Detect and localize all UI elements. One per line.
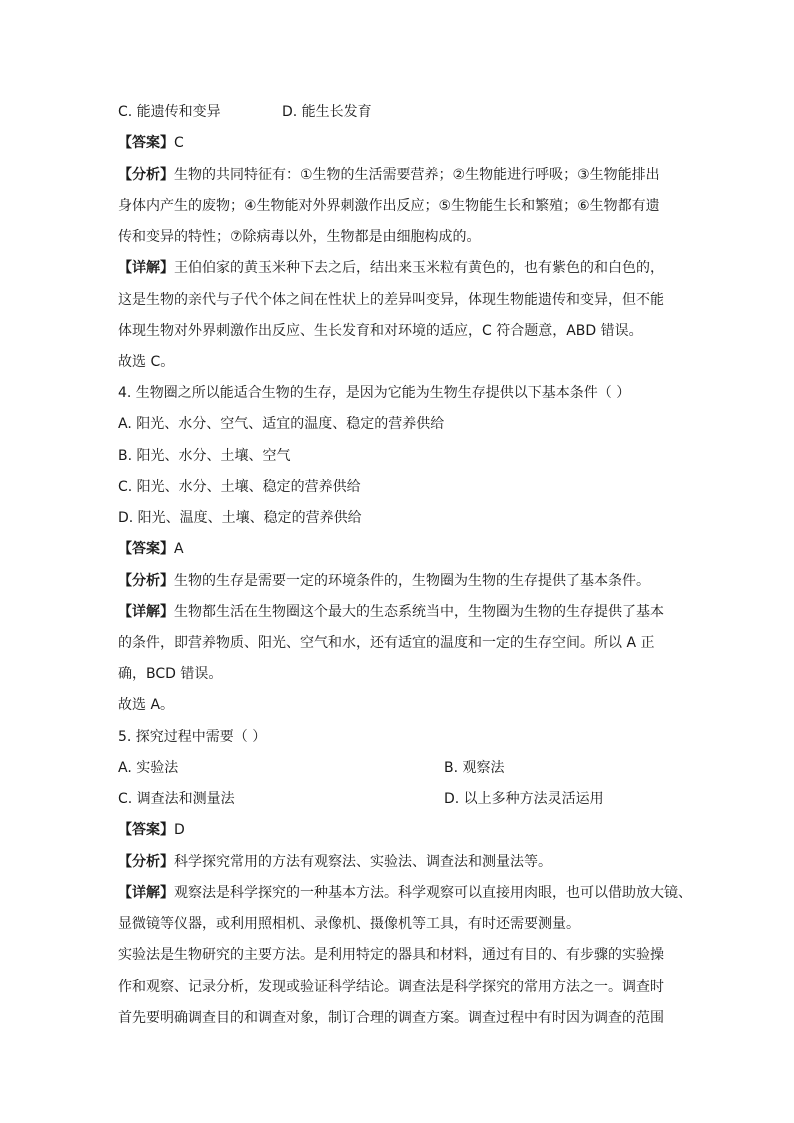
q5-option-c: C. 调查法和测量法 (118, 791, 235, 807)
q4-answer (118, 539, 184, 559)
q3-analysis-line-2: 身体内产生的废物；④生物能对外界刺激作出反应；⑤生物能生长和繁殖；⑥生物都有遗 (118, 198, 660, 214)
q5-detail-line-1 (118, 883, 692, 903)
answer-value: A (174, 541, 184, 557)
q5-paragraph-line-1: 实验法是生物研究的主要方法。是利用特定的器具和材料，通过有目的、有步骤的实验操 (118, 947, 664, 963)
q5-detail-line-2: 显微镜等仪器，或利用照相机、录像机、摄像机等工具，有时还需要测量。 (118, 916, 580, 932)
q4-option-d: D. 阳光、温度、土壤、稳定的营养供给 (118, 510, 362, 526)
q5-option-d: D. 以上多种方法灵活运用 (444, 791, 604, 807)
q4-detail-line-2: 的条件，即营养物质、阳光、空气和水，还有适宜的温度和一定的生存空间。所以 A 正 (118, 635, 655, 651)
q3-choose: 故选 C。 (118, 354, 175, 370)
q5-analysis-line-1 (118, 852, 552, 872)
analysis-text: 生物的生存是需要一定的环境条件的，生物圈为生物的生存提供了基本条件。 (174, 573, 650, 589)
analysis-tag: 【分析】 (118, 573, 174, 589)
q5-option-a: A. 实验法 (118, 760, 179, 776)
q3-answer (118, 133, 184, 153)
detail-tag: 【详解】 (118, 604, 174, 620)
q5-option-b: B. 观察法 (444, 760, 505, 776)
detail-text: 生物都生活在生物圈这个最大的生态系统当中，生物圈为生物的生存提供了基本 (174, 604, 664, 620)
detail-text: 王伯伯家的黄玉米种下去之后，结出来玉米粒有黄色的，也有紫色的和白色的， (174, 260, 664, 276)
q4-option-b: B. 阳光、水分、土壤、空气 (118, 448, 291, 464)
answer-tag: 【答案】 (118, 135, 174, 151)
analysis-tag: 【分析】 (118, 854, 174, 870)
q5-paragraph-line-3: 首先要明确调查目的和调查对象，制订合理的调查方案。调查过程中有时因为调查的范围 (118, 1010, 664, 1026)
q4-choose: 故选 A。 (118, 697, 175, 713)
answer-value: C (174, 135, 184, 151)
analysis-text: 生物的共同特征有：①生物的生活需要营养；②生物能进行呼吸；③生物能排出 (174, 167, 660, 183)
q3-detail-line-2: 这是生物的亲代与子代个体之间在性状上的差异叫变异，体现生物能遗传和变异，但不能 (118, 292, 664, 308)
q5-stem: 5. 探究过程中需要（ ） (118, 729, 267, 745)
q4-option-a: A. 阳光、水分、空气、适宜的温度、稳定的营养供给 (118, 416, 445, 432)
q4-detail-line-1 (118, 602, 664, 622)
q4-detail-line-3: 确，BCD 错误。 (118, 666, 223, 682)
q5-paragraph-line-2: 作和观察、记录分析，发现或验证科学结论。调查法是科学探究的常用方法之一。调查时 (118, 979, 664, 995)
q3-detail-line-1 (118, 258, 664, 278)
answer-tag: 【答案】 (118, 822, 174, 838)
detail-tag: 【详解】 (118, 260, 174, 276)
q3-option-d: D. 能生长发育 (282, 104, 372, 120)
q5-answer (118, 820, 185, 840)
answer-tag: 【答案】 (118, 541, 174, 557)
q4-stem: 4. 生物圈之所以能适合生物的生存，是因为它能为生物生存提供以下基本条件（ ） (118, 385, 631, 401)
analysis-text: 科学探究常用的方法有观察法、实验法、调查法和测量法等。 (174, 854, 552, 870)
q4-analysis-line-1 (118, 571, 650, 591)
q3-option-c: C. 能遗传和变异 (118, 104, 221, 120)
detail-tag: 【详解】 (118, 885, 174, 901)
q4-option-c: C. 阳光、水分、土壤、稳定的营养供给 (118, 479, 361, 495)
detail-text: 观察法是科学探究的一种基本方法。科学观察可以直接用肉眼，也可以借助放大镜、 (174, 885, 692, 901)
q3-analysis-line-3: 传和变异的特性；⑦除病毒以外，生物都是由细胞构成的。 (118, 229, 481, 245)
analysis-tag: 【分析】 (118, 167, 174, 183)
q3-detail-line-3: 体现生物对外界刺激作出反应、生长发育和对环境的适应，C 符合题意，ABD 错误。 (118, 323, 643, 339)
answer-value: D (174, 822, 185, 838)
q3-analysis-line-1 (118, 165, 660, 185)
